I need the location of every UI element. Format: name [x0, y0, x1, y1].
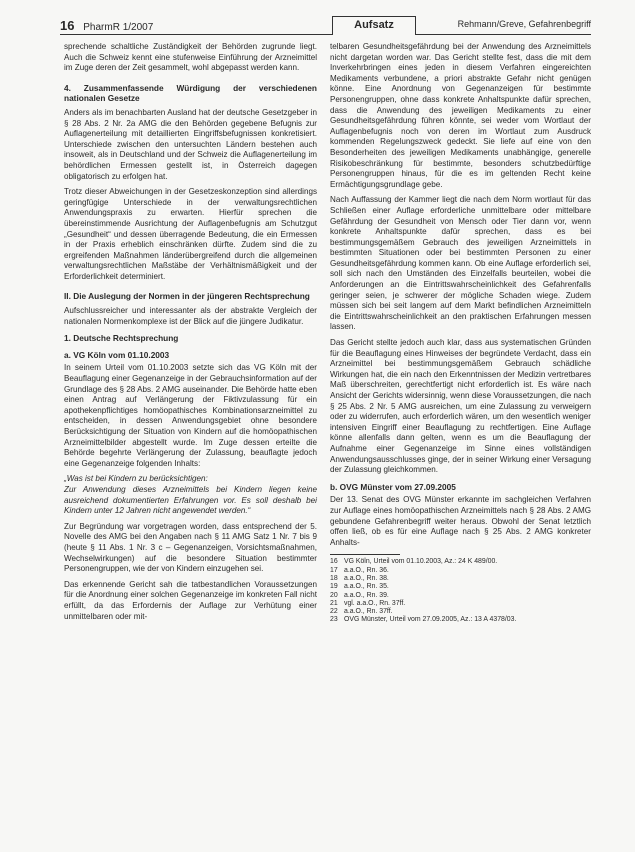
subsection-heading: 1. Deutsche Rechtsprechung [64, 333, 179, 344]
right-column [330, 42, 591, 625]
running-title: Rehmann/Greve, Gefahrenbegriff [457, 19, 591, 29]
footnote: 23 OVG Münster, Urteil vom 27.09.2005, Az.: 13 A 4378/03. [330, 616, 517, 624]
paragraph: In seinem Urteil vom 01.10.2003 setzte sich das VG Köln mit der Beauflagung einer Gegenanzeige in der Gebrauchsinformation auf der Grundlage des § 28 Abs. 2 AMG auseinander. Die Behörde hatte eben einen Antrag auf Verlängerung der Fiktivzulassung für ein apothekenpflichtiges homöopathisches Kombinationsarzneimittel zu entscheiden, in dessen Anwendungsgebiet ohne besondere Berücksichtigung der Situation von Kindern auf die homöopathischen Arzneimittelbilder abgestellt wurde. Im Zuge dessen erteilte die Behörde begehrte Verlängerung der Zulassung, beauflagte jedoch eine Gegenanzeige folgenden Inhalts: [64, 363, 317, 468]
section-label: Aufsatz [332, 16, 416, 35]
paragraph: Trotz dieser Abweichungen in der Gesetzeskonzeption sind allerdings geringfügige Unterschiede in der verwaltungsrechtlichen Anwendungspraxis zu erwarten. Hierfür sprechen die übereinstimmende Ausrichtung der Auflagenbefugnis am Schutzgut „Gesundheit“ und dessen überragende Bedeutung, die ein Ermessen in der Praxis erheblich einschränken dürfte. Zudem sind die zu ergreifenden Maßnahmen länderübergreifend durch die allgemeinen verwaltungsrechtlichen Maßstäbe der Verhältnismäßigkeit und der Erforderlichkeit determiniert. [64, 187, 317, 281]
footnote: 20 a.a.O., Rn. 39. [330, 591, 389, 599]
footnote: 16 VG Köln, Urteil vom 01.10.2003, Az.: 24 K 489/00. [330, 558, 498, 566]
journal-name: PharmR 1/2007 [83, 22, 154, 33]
footnote: 19 a.a.O., Rn. 35. [330, 583, 389, 591]
footnote: 17 a.a.O., Rn. 36. [330, 566, 389, 574]
paragraph: Zur Begründung war vorgetragen worden, dass entsprechend der 5. Novelle des AMG bei den Angaben nach § 11 AMG Satz 1 Nr. 7 bis 9 (heute § 11 Abs. 1 Nr. 3 c – Gegenanzeigen, Vorsichtsmaßnahmen, Wechselwirkungen) auf die besondere Situation bestimmter Personengruppen, wie der von Kindern einzugehen sei. [64, 521, 317, 574]
page-header [60, 16, 591, 35]
paragraph: Das erkennende Gericht sah die tatbestandlichen Voraussetzungen für die Anordnung einer solchen Gegenanzeige im konkreten Fall nicht erfüllt, da das Erfordernis der Auflage zur Verhütung einer unmittelbaren oder mit- [64, 579, 317, 621]
section-heading: II. Die Auslegung der Normen in der jüngeren Rechtsprechung [64, 291, 310, 302]
footnote: 22 a.a.O., Rn. 37ff. [330, 608, 393, 616]
subsection-heading: b. OVG Münster vom 27.09.2005 [330, 481, 456, 492]
paragraph: Das Gericht stellte jedoch auch klar, dass aus systematischen Gründen für die Beauflagung eines Hinweises der begründete Verdacht, dass ein Arzneimittel bei bestimmungsgemäßem Gebrauch schädliche Wirkungen hat, die ein nach den Erkenntnissen der Medizin vertretbares Maß überschreiten, gerechtfertigt nicht erforderlich ist. Es wäre nach Ansicht der Gerichts widersinnig, wenn diese Voraussetzungen, die nach § 25 Abs. 2 Nr. 5 AMG ausreichen, um eine Zulassung zu verweigern oder zu widerrufen, auch erforderlich wären, um den wesentlich weniger intensiven Eingriff einer Beauflagung zu rechtfertigen. Eine Auflage könne allenfalls dann gelten, wenn es um die Beauflagung der Aufnahme einer Gegenanzeige im Sinne eines vollständigen Anwendungsausschlusses ginge, der in seiner Wirkung einer Versagung der Zulassung gleichkommen. [330, 338, 591, 475]
quote: Zur Anwendung dieses Arzneimittels bei Kindern liegen keine ausreichend dokumentierten Erfahrungen vor. Es soll deshalb bei Kindern unter 12 Jahren nicht angewendet werden.“ [64, 484, 317, 516]
left-column [64, 42, 317, 627]
section-heading: 4. Zusammenfassende Würdigung der verschiedenen nationalen Gesetze [64, 82, 317, 104]
paragraph: sprechende schaltliche Zuständigkeit der Behörden zugrunde liegt. Auch die Schweiz kennt eine stufenweise Einführung der Arzneimittel im Zuge deren der Zeit gesammelt, wohl abgepasst werden kann. [64, 42, 317, 73]
paragraph: Nach Auffassung der Kammer liegt die nach dem Norm wortlaut für das Schließen einer Auflage erforderliche unmittelbare oder mittelbare Gefährdung der Gesundheit von Mensch oder Tier dann vor, wenn konkrete Anhaltspunkte dafür sprechen, dass es bei bestimmungsgemäßem Gebrauch des jeweiligen Arzneimittels in bestimmten Situationen oder bei bestimmten Personen zu einer Gesundheitsgefährdung kommen kann. Ob eine Auflage erforderlich sei, soll sich nach den Umständen des Einzelfalls beurteilen, wobei die Anforderungen an die Eintrittswahrscheinlichkeit des Gefahrenfalls geringer seien, je schwerer der mögliche Schaden wiege. Zudem müssen sich bei seit langem auf dem Markt befindlichen Arzneimitteln die Eintrittswahrscheinlichkeit an den praktischen Erfahrungen messen lassen. [330, 195, 591, 332]
header-left [60, 18, 153, 33]
footnotes [330, 558, 591, 624]
paragraph: telbaren Gesundheitsgefährdung bei der Anwendung des Arzneimittels nicht dargetan worden war. Das Gericht stellte fest, dass die mit dem Inverkehrbringen eines jeden in diesem Verfahren eingereichten Medikaments verbundene, a priori abstrakte Gefahr nicht genügen könne. Eine Anordnung von Gegenanzeigen für bestimmte Personengruppen, ohne dass konkrete Anhaltspunkte dafür sprechen, dass die Anwendung des jeweiligen Medikaments zu einer Gesundheitsgefährdung führen könnte, sei weder vom Wortlaut der Auflagenbefugnis noch von deren im Wortlaut zum Ausdruck kommenden Regelungszweck gedeckt. Sie liefe auf eine von den Besonderheiten des jeweiligen Medikaments unabhängige, generelle Risikobeschränkung für bestimmte, besonders schutzbedürftige Personengruppen hinaus, für die es im geltenden Recht keine Ermächtigungsgrundlage gebe. [330, 42, 591, 189]
footnote: 21 vgl. a.a.O., Rn. 37ff. [330, 599, 406, 607]
paragraph: Aufschlussreicher und interessanter als der abstrakte Vergleich der nationalen Normenkomplexe ist der Blick auf die jüngere Judikatur. [64, 306, 317, 326]
subsection-heading: a. VG Köln vom 01.10.2003 [64, 349, 170, 360]
paragraph: Anders als im benachbarten Ausland hat der deutsche Gesetzgeber in § 28 Abs. 2 Nr. 2a AMG die den Behörden gegebene Befugnis zur Auflagenerteilung mit detaillierten Eingriffsbefugnissen konkretisiert. Unterschiede zwischen den untersuchten Ländern bestehen auch insoweit, als in Deutschland und der Schweiz die Auflagenerteilung im behördlichen Ermessen gestellt ist, in Österreich dagegen obligatorisch zu erfolgen hat. [64, 107, 317, 181]
paragraph: Der 13. Senat des OVG Münster erkannte im sachgleichen Verfahren zur Auflage eines homöopathischen Arzneimittels nach § 28 Abs. 2 AMG gebundene Gefahrenbegriff weiter heraus. Obwohl der Senat letztlich offen ließ, ob es für eine Auflage nach § 25 Abs. 2 AMG konkreter Anhalts- [330, 495, 591, 547]
page-number: 16 [60, 18, 75, 33]
footnote: 18 a.a.O., Rn. 38. [330, 574, 389, 582]
footnote-divider [330, 554, 400, 555]
quote: „Was ist bei Kindern zu berücksichtigen: [64, 474, 208, 484]
